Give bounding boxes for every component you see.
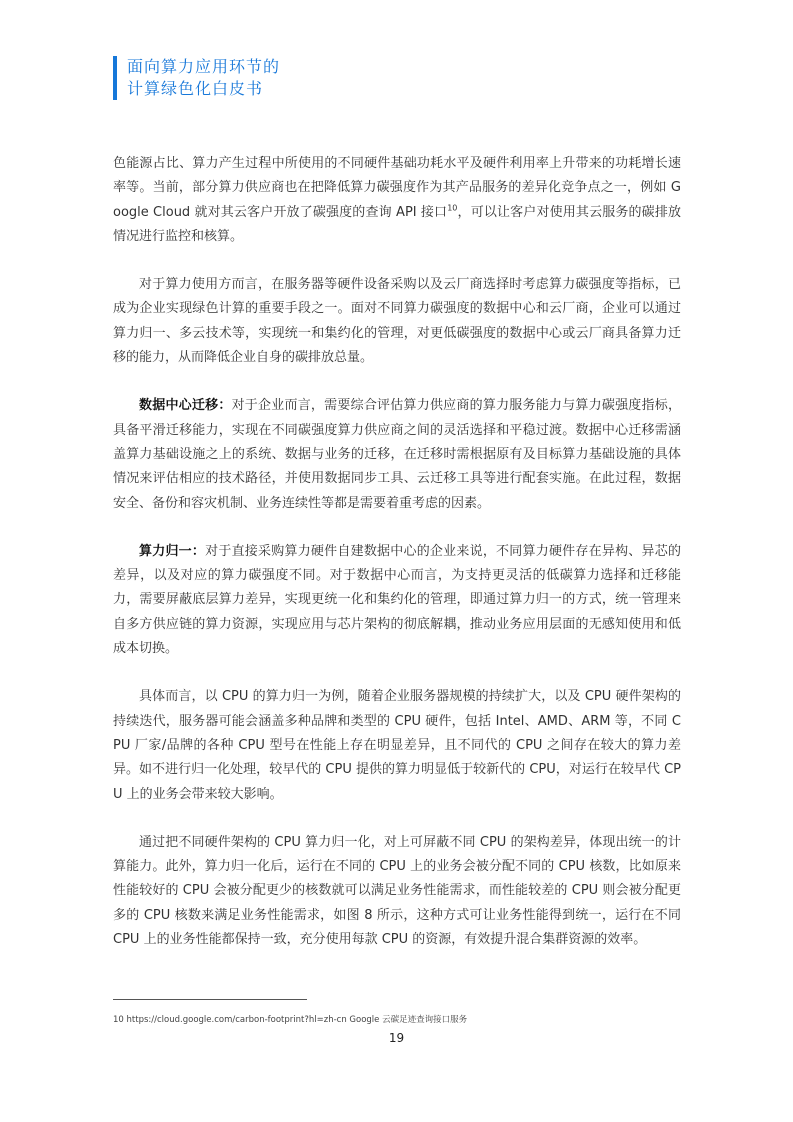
paragraph-1-text: 色能源占比、算力产生过程中所使用的不同硬件基础功耗水平及硬件利用率上升带来的功耗增长速率等。当前，部分算力供应商也在把降低算力碳强度作为其产品服务的差异化竞争点之一，例如 Google Cloud 就对其云客户开放了碳强度的查询 API 接口: [113, 156, 681, 220]
paragraph-2: [113, 273, 681, 370]
paragraph-6-text: 通过把不同硬件架构的 CPU 算力归一化，对上可屏蔽不同 CPU 的架构差异，体现出统一的计算能力。此外，算力归一化后，运行在不同的 CPU 上的业务会被分配不同的 CPU 核数，比如原来性能较好的 CPU 会被分配更少的核数就可以满足业务性能需求，而性能较差的 CPU 则会被分配更多的 CPU 核数来满足业务性能需求，如图 8 所示，这种方式可让业务性能得到统一，运行在不同 CPU 上的业务性能都保持一致，充分使用每款 CPU 的资源，有效提升混合集群资源的效率。: [113, 834, 681, 948]
footnote-10: [113, 1014, 713, 1026]
header-title-line-1: 面向算力应用环节的: [127, 57, 281, 76]
paragraph-1: [113, 152, 681, 249]
paragraph-6: [113, 831, 681, 952]
paragraph-4-lead: 算力归一：: [139, 543, 206, 559]
footnote-text[interactable]: https://cloud.google.com/carbon-footprint?hl=zh-cn Google 云碳足迹查询接口服务: [126, 1015, 468, 1025]
paragraph-5-text: 具体而言，以 CPU 的算力归一为例，随着企业服务器规模的持续扩大，以及 CPU 硬件架构的持续迭代，服务器可能会涵盖多种品牌和类型的 CPU 硬件，包括 Intel、AMD、ARM 等，不同 CPU 厂家/品牌的各种 CPU 型号在性能上存在明显差异，且不同代的 CPU 之间存在较大的算力差异。如不进行归一化处理，较早代的 CPU 提供的算力明显低于较新代的 CPU，对运行在较早代 CPU 上的业务会带来较大影响。: [113, 689, 681, 802]
header-title-line-2: 计算绿色化白皮书: [127, 79, 264, 98]
paragraph-3-text: 对于企业而言，需要综合评估算力供应商的算力服务能力与算力碳强度指标，具备平滑迁移能力，实现在不同碳强度算力供应商之间的灵活选择和平稳过渡。数据中心迁移需涵盖算力基础设施之上的系统、数据与业务的迁移，在迁移时需根据原有及目标算力基础设施的具体情况来评估相应的技术路径，并使用数据同步工具、云迁移工具等进行配套实施。在此过程，数据安全、备份和容灾机制、业务连续性等都是需要着重考虑的因素。: [113, 398, 681, 511]
body-text: [113, 152, 681, 976]
paragraph-1-tail: ，可以让客户对使用其云服务的碳排放情况进行监控和核算。: [113, 204, 681, 244]
paragraph-3-lead: 数据中心迁移：: [139, 398, 232, 414]
page-number: 19: [388, 1031, 405, 1045]
footnote-divider: [113, 999, 307, 1000]
paragraph-5: [113, 685, 681, 806]
footnote-ref-10[interactable]: 10: [447, 203, 458, 213]
paragraph-4-text: 对于直接采购算力硬件自建数据中心的企业来说，不同算力硬件存在异构、异芯的差异，以及对应的算力碳强度不同。对于数据中心而言，为支持更灵活的低碳算力选择和迁移能力，需要屏蔽底层算力差异，实现更统一化和集约化的管理，即通过算力归一的方式，统一管理来自多方供应链的算力资源，实现应用与芯片架构的彻底解耦，推动业务应用层面的无感知使用和低成本切换。: [113, 543, 681, 657]
paragraph-3: [113, 394, 681, 515]
document-header: [113, 56, 280, 100]
footnote-number: 10: [113, 1015, 124, 1025]
paragraph-4: [113, 540, 681, 661]
paragraph-2-text: 对于算力使用方而言，在服务器等硬件设备采购以及云厂商选择时考虑算力碳强度等指标，已成为企业实现绿色计算的重要手段之一。面对不同算力碳强度的数据中心和云厂商，企业可以通过算力归一、多云技术等，实现统一和集约化的管理，对更低碳强度的数据中心或云厂商具备算力迁移的能力，从而降低企业自身的碳排放总量。: [113, 277, 681, 366]
